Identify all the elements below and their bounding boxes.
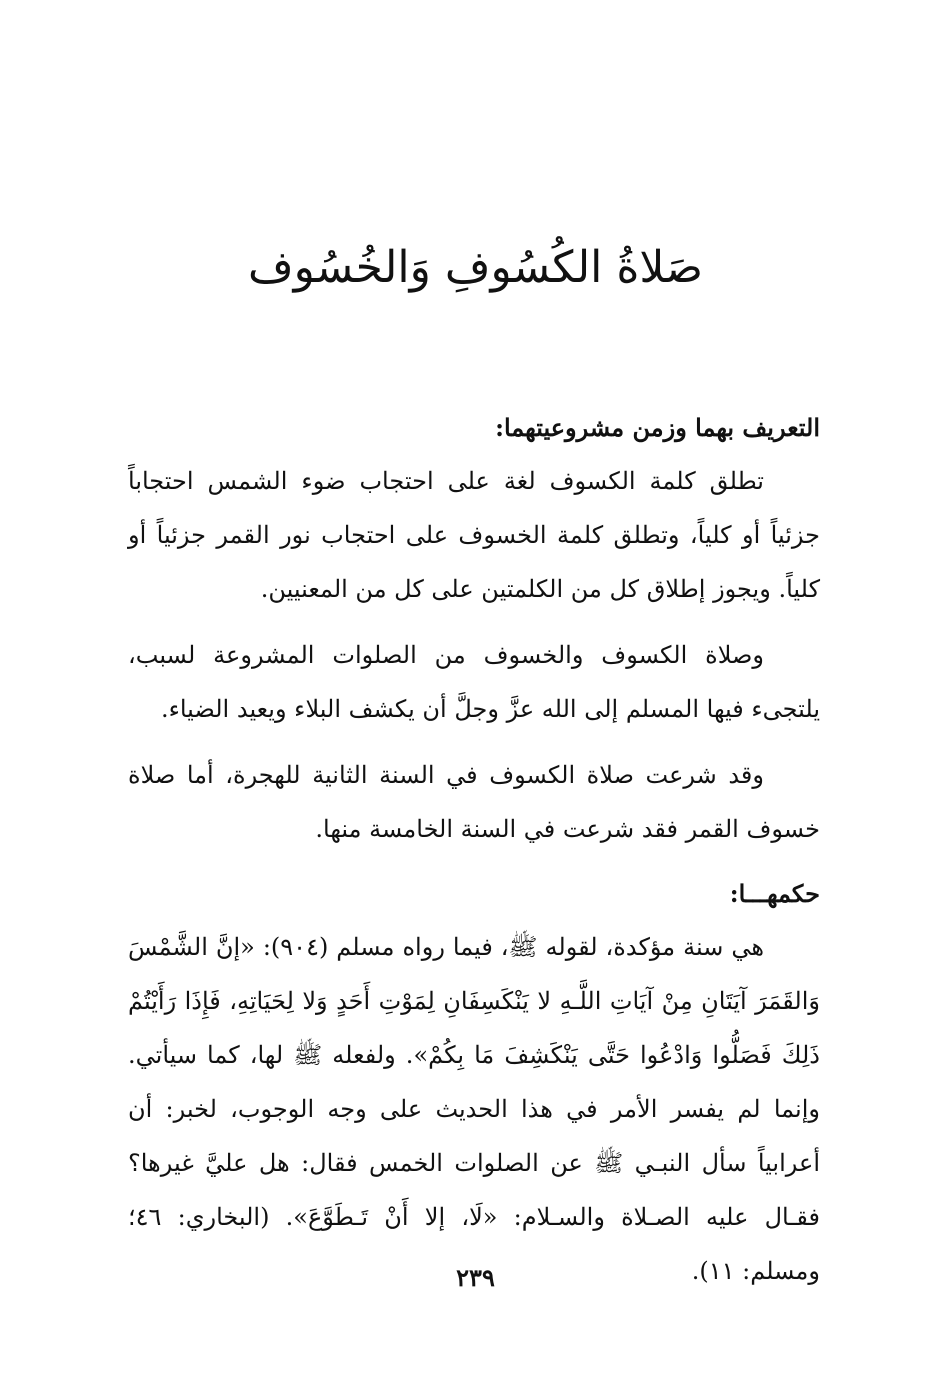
- paragraph-purpose: وصلاة الكسوف والخسوف من الصلوات المشروعة لسبب، يلتجىء فيها المسلم إلى الله عزَّ وجلَّ أن يكشف البلاء ويعيد الضياء.: [128, 641, 820, 723]
- paragraph-ruling: هي سنة مؤكدة، لقوله ﷺ، فيما رواه مسلم (٩٠٤): «إنَّ الشَّمْسَ وَالقَمَرَ آيَتَانِ مِنْ آيَاتِ اللَّـهِ لا يَنْكَسِفَانِ لِمَوْتِ أَحَدٍ وَلا لِحَيَاتِهِ، فَإِذَا رَأَيْتُمْ ذَلِكَ فَصَلُّوا وَادْعُوا حَتَّى يَنْكَشِفَ مَا بِكُمْ». ولفعله ﷺ لها، كما سيأتي. وإنما لم يفسر الأمر في هذا الحديث على وجه الوجوب، لخبر: أن أعرابياً سأل النبـي ﷺ عن الصلوات الخمس فقال: هل عليَّ غيرها؟ فقـال عليه الصـلاة والسـلام: «لَا، إلا أَنْ تَـطَوَّعَ». (البخاري: ٤٦؛ ومسلم: ١١).: [128, 933, 820, 1285]
- page-number: ٢٣٩: [456, 1263, 495, 1292]
- paragraph-definition: تطلق كلمة الكسوف لغة على احتجاب ضوء الشمس احتجاباً جزئياً أو كلياً، وتطلق كلمة الخسوف على احتجاب نور القمر جزئياً أو كلياً. ويجوز إطلاق كل من الكلمتين على كل من المعنيين.: [128, 467, 820, 603]
- paragraph-history: وقد شرعت صلاة الكسوف في السنة الثانية للهجرة، أما صلاة خسوف القمر فقد شرعت في السنة الخامسة منها.: [128, 761, 820, 843]
- section-heading-definition: التعريف بهما وزمن مشروعيتهما:: [495, 413, 820, 442]
- section-heading-ruling: حكمهـــا:: [729, 879, 820, 908]
- chapter-title: صَلاةُ الكُسُوفِ وَالخُسُوف: [247, 242, 704, 293]
- page-body: [128, 402, 820, 1298]
